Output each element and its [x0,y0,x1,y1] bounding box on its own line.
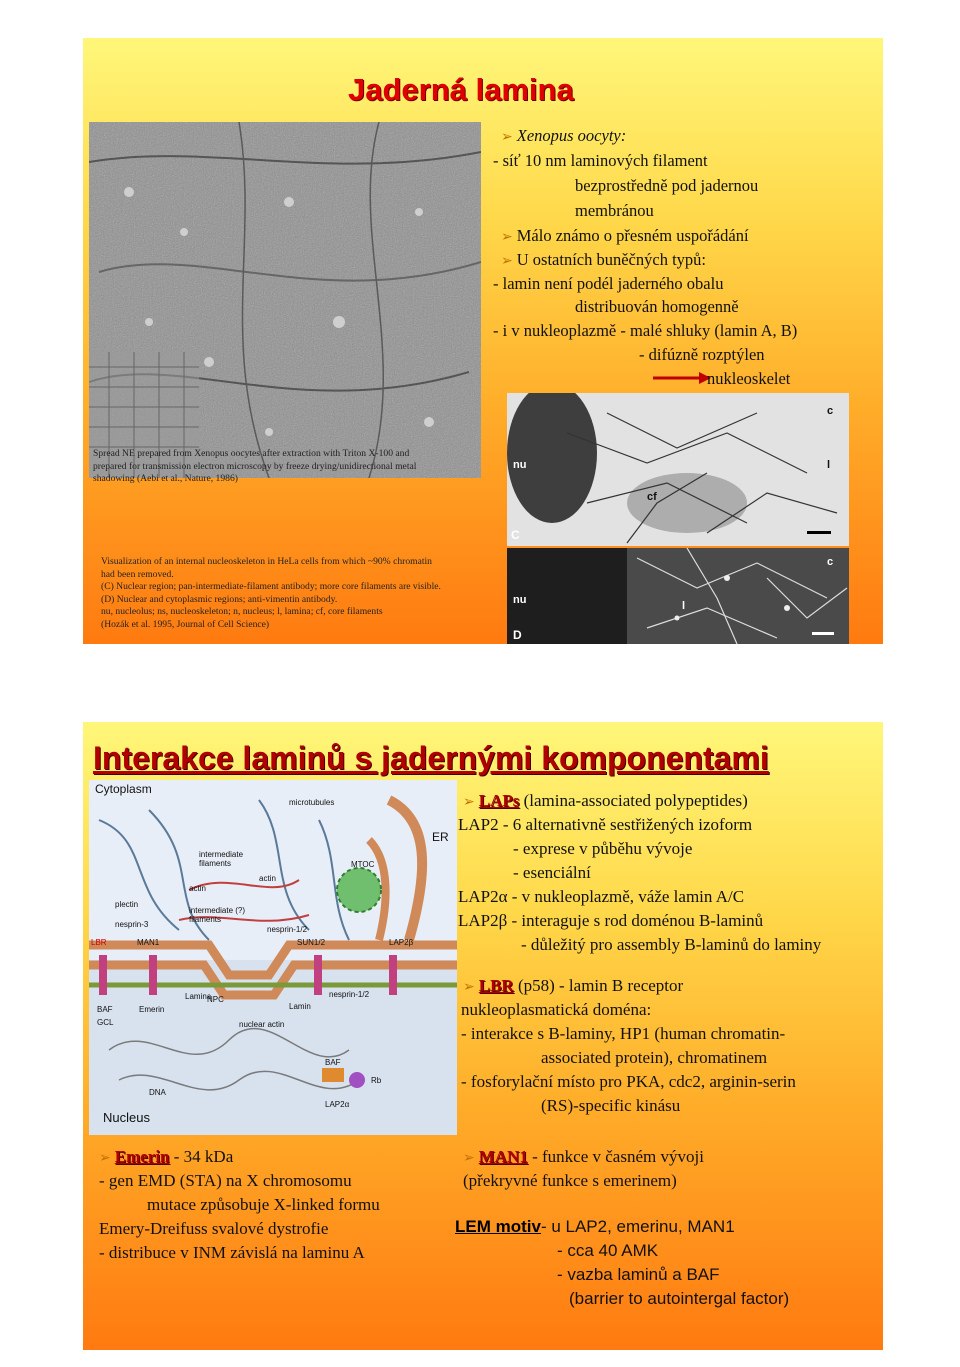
diagram-label: actin [259,874,276,883]
diagram-label: nesprin-1/2 [267,925,308,934]
text-line: ➢ Málo známo o přesném uspořádání [501,226,749,245]
lbr-heading: ➢ LBR (p58) - lamin B receptor [463,976,684,995]
micrograph-label: nu [513,594,527,606]
diagram-label: Lamin [289,1002,311,1011]
text-line: mutace způsobuje X-linked formu [147,1195,380,1214]
em-micrograph-d [507,548,849,644]
text-line: (RS)-specific kinásu [541,1096,681,1115]
arrow-bullet-icon: ➢ [463,794,475,810]
text-line: - difúzně rozptýlen [639,345,765,364]
diagram-label: BAF [325,1058,341,1067]
micrograph-label: nu [513,459,527,471]
arrow-bullet-icon: ➢ [501,253,513,269]
panel-letter: D [513,628,522,642]
micrograph-label: c [827,405,834,417]
slide-nuclear-lamina [83,38,883,644]
text-line: - distribuce v INM závislá na laminu A [99,1243,365,1262]
diagram-label: nuclear actin [239,1020,285,1029]
text-line: - důležitý pro assembly B-laminů do laminy [521,935,822,954]
diagram-label: Rb [371,1076,382,1085]
diagram-label: Nucleus [103,1110,150,1125]
text-line: - fosforylační místo pro PKA, cdc2, arginin-serin [461,1072,796,1091]
diagram-label: actin [189,884,206,893]
diagram-label: MTOC [351,860,375,869]
text-line: bezprostředně pod jadernou [575,176,759,195]
caption-line: (Hozák et al. 1995, Journal of Cell Science) [101,618,270,630]
diagram-label: ER [432,830,449,844]
diagram-label: Emerin [139,1005,165,1014]
panel-letter: C [511,528,520,542]
caption-line: (D) Nuclear and cytoplasmic regions; anti-vimentin antibody. [101,593,338,605]
diagram-label: LBR [91,938,107,947]
text-line: (překryvné funkce s emerinem) [463,1171,677,1190]
diagram-label: plectin [115,900,139,909]
arrow-bullet-icon: ➢ [463,1150,475,1166]
arrow-bullet-icon: ➢ [501,129,513,145]
diagram-label: intermediate (?) filaments [189,906,246,924]
micrograph-label: cf [647,491,657,503]
text-line: - cca 40 AMK [557,1241,659,1260]
laps-heading: ➢ LAPs (lamina-associated polypeptides) [463,791,748,810]
diagram-label: MAN1 [137,938,160,947]
text-line: nukleoplasmatická doména: [461,1000,652,1019]
text-line: - vazba laminů a BAF [557,1265,720,1284]
arrow-right-icon [653,371,711,389]
diagram-label: Lamina [185,992,212,1001]
text-line: ➢ U ostatních buněčných typů: [501,250,706,269]
diagram-label: SUN1/2 [297,938,326,947]
text-line: distribuován homogenně [575,297,739,316]
text-line: associated protein), chromatinem [541,1048,768,1067]
slide-title: Interakce laminů s jadernými komponentami [93,740,769,776]
text-line: membránou [575,201,654,220]
slide-title: Jaderná lamina [348,72,574,107]
text-line: ➢ Xenopus oocyty: [501,126,627,145]
diagram-label: nesprin-1/2 [329,990,370,999]
micrograph-label: c [827,556,834,568]
diagram-label: intermediate filaments [199,850,244,868]
text-line: Emery-Dreifuss svalové dystrofie [99,1219,329,1238]
arrow-bullet-icon: ➢ [501,229,513,245]
text-line: nukleoskelet [707,369,791,388]
caption-line: had been removed. [101,568,174,580]
text-line: - síť 10 nm laminových filament [493,151,708,170]
slide-lamin-interactions [83,722,883,1350]
man1-heading: ➢ MAN1 - funkce v časném vývoji [463,1147,704,1166]
diagram-label: microtubules [289,798,335,807]
text-line: - i v nukleoplazmě - malé shluky (lamin A, B) [493,321,798,340]
micrograph-label: l [682,600,686,612]
arrow-bullet-icon: ➢ [99,1150,111,1166]
diagram-label: LAP2α [325,1100,350,1109]
caption-line: Visualization of an internal nucleoskeleton in HeLa cells from which ~90% chromatin [101,556,432,567]
caption-line: prepared for transmission electron microscopy by freeze drying/unidirectional metal [93,460,417,472]
nuclear-envelope-diagram [89,780,457,1135]
diagram-label: Cytoplasm [95,782,152,796]
diagram-label: DNA [149,1088,166,1097]
text-line: LAP2α - v nukleoplazmě, váže lamin A/C [458,887,745,906]
text-line: LAP2 - 6 alternativně sestřižených izoform [458,815,753,834]
diagram-label: NPC [207,995,224,1004]
text-line: - esenciální [513,863,591,882]
micrograph-label: l [827,459,831,471]
diagram-label: BAF [97,1005,113,1014]
caption-hela [101,556,501,631]
caption-xenopus [93,448,493,486]
caption-line: Spread NE prepared from Xenopus oocytes after extraction with Triton X-100 and [93,448,410,459]
lem-heading: LEM motiv- u LAP2, emerinu, MAN1 [455,1217,735,1236]
em-micrograph-xenopus [89,122,481,478]
emerin-heading: ➢ Emerin - 34 kDa [99,1147,234,1166]
caption-line: (C) Nuclear region; pan-intermediate-filament antibody; more core filaments are visible. [101,581,441,592]
diagram-label: GCL [97,1018,114,1027]
em-micrograph-c [507,393,849,546]
arrow-bullet-icon: ➢ [463,979,475,995]
diagram-label: LAP2β [389,938,414,947]
text-line: LAP2β - interaguje s rod doménou B-laminů [458,911,764,930]
text-line: - gen EMD (STA) na X chromosomu [99,1171,352,1190]
text-line: - lamin není podél jaderného obalu [493,274,724,293]
text-line: - exprese v půběhu vývoje [513,839,693,858]
caption-line: shadowing (Aebi et al., Nature, 1986) [93,473,238,484]
caption-line: nu, nucleolus; ns, nucleoskeleton; n, nucleus; l, lamina; cf, core filaments [101,606,383,617]
text-line: - interakce s B-laminy, HP1 (human chromatin- [461,1024,786,1043]
diagram-label: nesprin-3 [115,920,149,929]
text-line: (barrier to autointergal factor) [569,1289,790,1308]
